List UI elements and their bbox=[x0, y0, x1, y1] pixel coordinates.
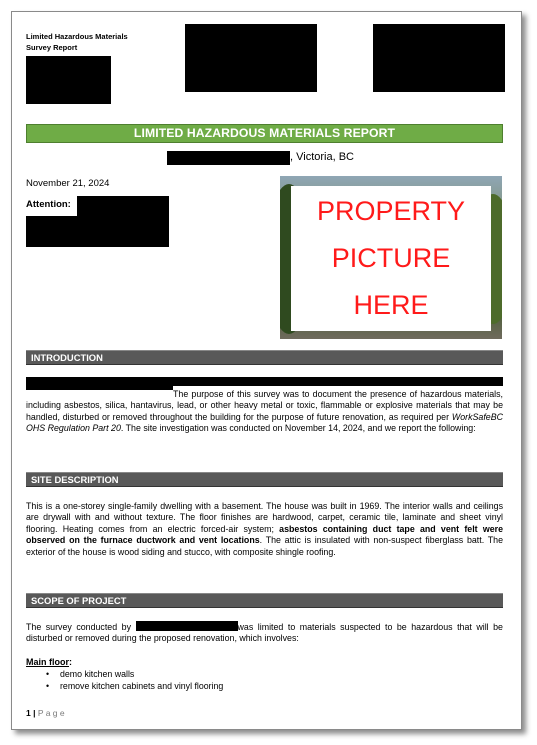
list-item: • remove kitchen cabinets and vinyl flooring bbox=[46, 681, 223, 693]
document-header bbox=[26, 31, 128, 53]
property-photo bbox=[280, 176, 502, 339]
doc-title-line1: Limited Hazardous Materials bbox=[26, 32, 128, 41]
main-floor-colon: : bbox=[69, 657, 72, 667]
scope-text-1: The survey conducted by bbox=[26, 622, 136, 632]
main-floor-list bbox=[46, 669, 223, 692]
redacted-intro-line bbox=[173, 377, 503, 386]
redacted-street-address bbox=[167, 151, 290, 165]
placeholder-line-2: PICTURE bbox=[331, 243, 451, 273]
intro-text-2: . The site investigation was conducted on November 14, 2024, and we report the following: bbox=[120, 423, 476, 434]
main-floor-label: Main floor bbox=[26, 657, 69, 667]
scope-text-2: was limited to materials suspected to be hazardous that will be disturbed or removed during the proposed renovation, which involves: bbox=[26, 622, 503, 644]
report-page bbox=[11, 11, 522, 730]
site-asbestos-finding: asbestos containing duct tape and vent felt were observed on the furnace ductwork and vent locations bbox=[26, 523, 503, 546]
main-floor-subheading bbox=[26, 657, 72, 667]
placeholder-line-3: HERE bbox=[353, 290, 429, 320]
redacted-attention-recipient bbox=[77, 196, 169, 216]
page-label: P a g e bbox=[37, 708, 65, 718]
scope-paragraph bbox=[26, 621, 503, 645]
site-description-paragraph bbox=[26, 501, 503, 558]
scope-heading: SCOPE OF PROJECT bbox=[26, 593, 503, 608]
placeholder-line-1: PROPERTY bbox=[316, 196, 466, 226]
list-item: • demo kitchen walls bbox=[46, 669, 223, 681]
page-separator: | bbox=[30, 708, 38, 718]
attention-label: Attention: bbox=[26, 199, 71, 210]
site-text-1: This is a one-storey single-family dwelling with a basement. The house was built in 1969. The interior walls and ceilings are drywall with and without texture. The floor finishes are hardwood, carpet, ceramic tile, laminate and sheet vinyl flooring. Heating comes from an electric forced-air system; bbox=[26, 501, 503, 534]
site-description-heading: SITE DESCRIPTION bbox=[26, 472, 503, 487]
redacted-header-block-2 bbox=[373, 24, 505, 92]
photo-placeholder-card bbox=[291, 186, 491, 331]
redacted-attention-address bbox=[26, 216, 169, 247]
introduction-heading: INTRODUCTION bbox=[26, 350, 503, 365]
page-footer bbox=[26, 708, 65, 718]
site-text-2: . The attic is insulated with non-suspect fiberglass batt. The exterior of the house is wood siding and stucco, with composite shingle roofing. bbox=[26, 535, 503, 557]
redacted-company-name-scope bbox=[136, 621, 238, 631]
page-number: 1 bbox=[26, 708, 31, 718]
redacted-logo bbox=[26, 56, 111, 104]
doc-title-line2: Survey Report bbox=[26, 43, 78, 52]
report-date: November 21, 2024 bbox=[26, 178, 110, 189]
intro-text-1: The purpose of this survey was to document the presence of hazardous materials, including asbestos, silica, hantavirus, lead, or other heavy metal or toxic, flammable or explosive materials that may be handled, disturbed or removed throughout the building for the purpose of future renovation, as required per bbox=[26, 389, 503, 422]
introduction-paragraph bbox=[26, 389, 503, 435]
report-title: LIMITED HAZARDOUS MATERIALS REPORT bbox=[26, 124, 503, 143]
address-city: , Victoria, BC bbox=[290, 151, 354, 163]
intro-regulation-ref: WorkSafeBC OHS Regulation Part 20 bbox=[26, 411, 503, 434]
redacted-header-block-1 bbox=[185, 24, 317, 92]
